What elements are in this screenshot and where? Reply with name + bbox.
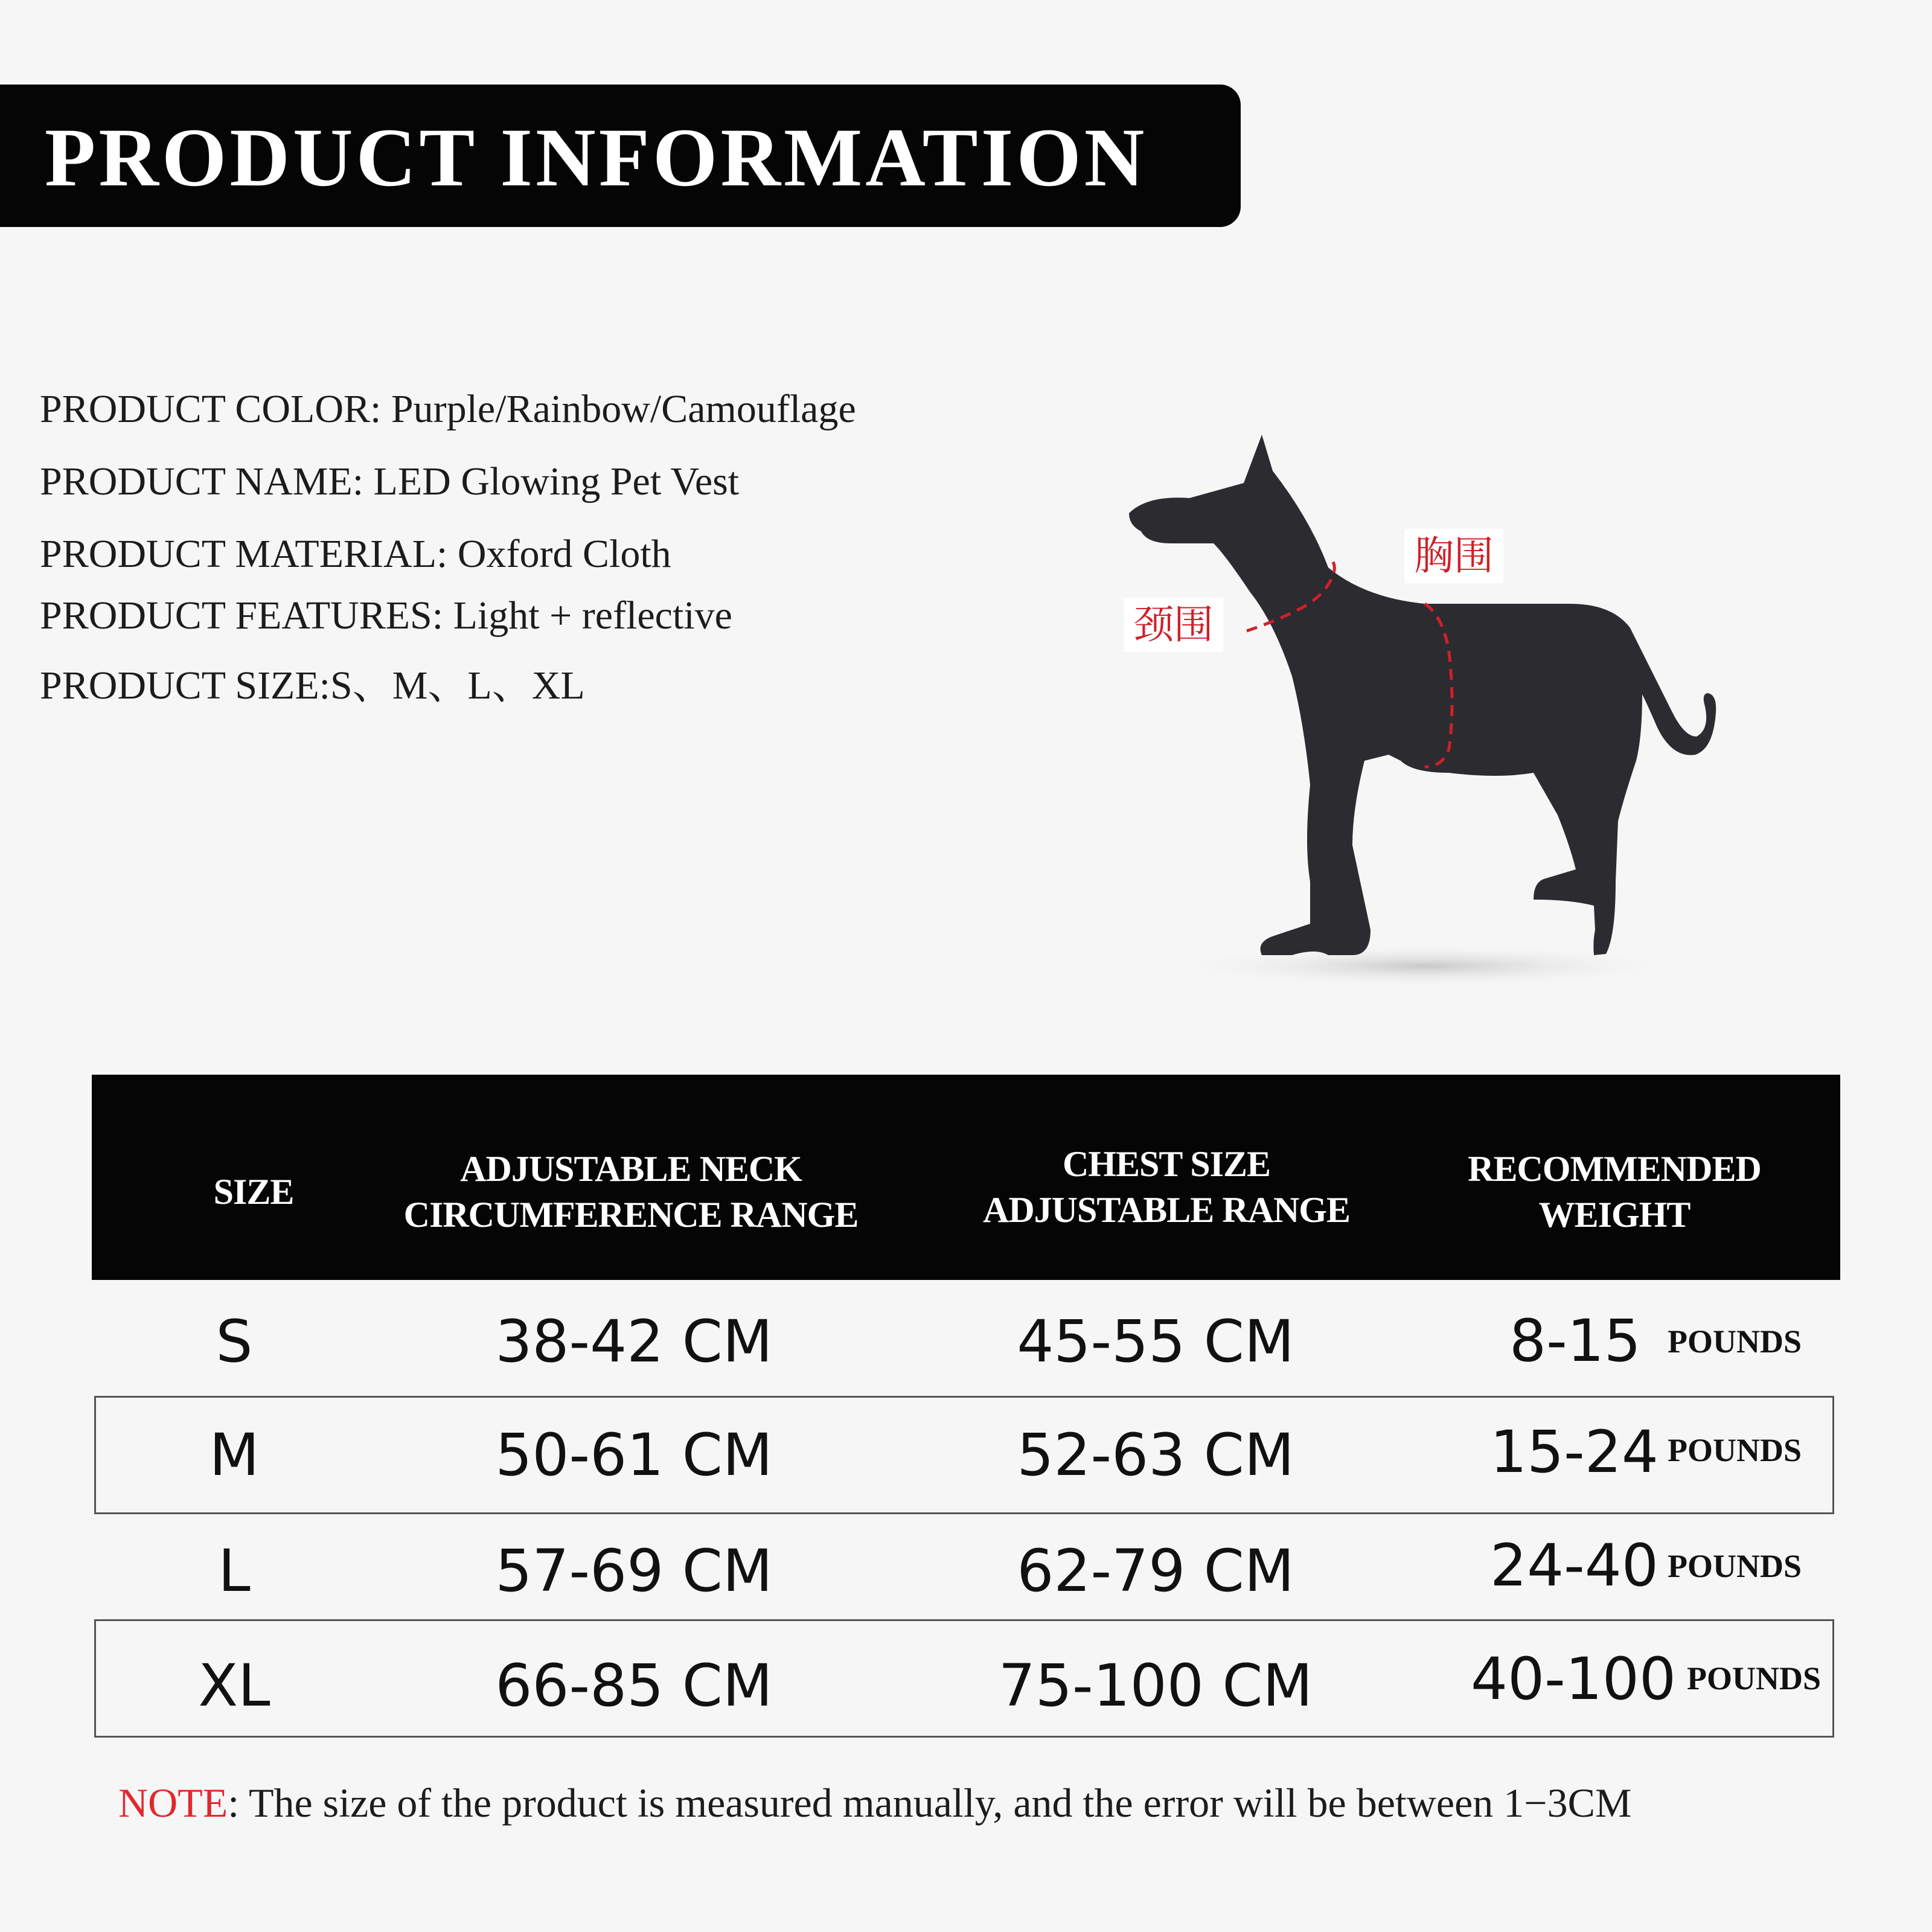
spec-size (40, 662, 585, 710)
spec-label: PRODUCT COLOR: (40, 387, 382, 431)
row-xl-weight: 40-100 (1471, 1645, 1677, 1713)
dog-silhouette-icon (1111, 423, 1739, 1002)
spec-value: Oxford Cloth (457, 532, 671, 576)
note-text: : The size of the product is measured manually, and the error will be between 1−3CM (228, 1780, 1632, 1826)
size-note (118, 1777, 1631, 1828)
spec-label: PRODUCT FEATURES: (40, 593, 444, 638)
header-size: SIZE (213, 1172, 294, 1212)
spec-value: Light + reflective (453, 593, 732, 638)
row-s-weight: 8-15 (1509, 1307, 1641, 1375)
row-s-chest: 45-55 CM (1017, 1308, 1294, 1375)
note-prefix: NOTE (118, 1780, 228, 1826)
header-weight-line2: WEIGHT (1538, 1195, 1690, 1235)
neck-label: 颈围 (1124, 598, 1223, 652)
row-xl-size: XL (198, 1652, 270, 1719)
spec-label: PRODUCT SIZE: (40, 664, 331, 708)
page-title: PRODUCT INFORMATION (45, 111, 1148, 203)
header-neck-line1: ADJUSTABLE NECK (460, 1149, 802, 1189)
header-chest-line2: ADJUSTABLE RANGE (983, 1190, 1350, 1230)
chest-label: 胸围 (1404, 529, 1503, 583)
row-xl-weight-unit: POUNDS (1687, 1660, 1822, 1697)
row-m-weight: 15-24 (1490, 1418, 1659, 1486)
row-l-weight: 24-40 (1490, 1532, 1659, 1599)
spec-value: Purple/Rainbow/Camouflage (391, 387, 856, 431)
row-s-neck: 38-42 CM (495, 1308, 773, 1375)
header-chest-line1: CHEST SIZE (1062, 1144, 1271, 1184)
spec-material (40, 530, 671, 578)
spec-name (40, 458, 739, 506)
row-l-size: L (218, 1537, 251, 1605)
row-m-chest: 52-63 CM (1017, 1421, 1294, 1489)
spec-features (40, 592, 732, 640)
spec-value: S、M、L、XL (330, 664, 585, 708)
spec-label: PRODUCT NAME: (40, 459, 364, 504)
row-l-neck: 57-69 CM (495, 1537, 773, 1605)
row-l-weight-unit: POUNDS (1668, 1548, 1802, 1584)
dog-body (1129, 435, 1716, 955)
row-l-chest: 62-79 CM (1017, 1537, 1294, 1605)
row-m-neck: 50-61 CM (495, 1421, 773, 1489)
spec-color (40, 385, 856, 433)
spec-label: PRODUCT MATERIAL: (40, 532, 448, 576)
header-weight-line1: RECOMMENDED (1468, 1149, 1761, 1189)
row-xl-neck: 66-85 CM (495, 1652, 773, 1719)
spec-value: LED Glowing Pet Vest (373, 459, 740, 504)
header-neck-line2: CIRCUMFERENCE RANGE (403, 1195, 859, 1235)
dog-measurement-diagram (1111, 423, 1739, 1002)
row-xl-chest: 75-100 CM (998, 1652, 1313, 1719)
row-m-size: M (209, 1421, 260, 1489)
row-m-weight-unit: POUNDS (1668, 1432, 1802, 1468)
row-s-size: S (216, 1308, 253, 1375)
row-s-weight-unit: POUNDS (1668, 1323, 1802, 1360)
